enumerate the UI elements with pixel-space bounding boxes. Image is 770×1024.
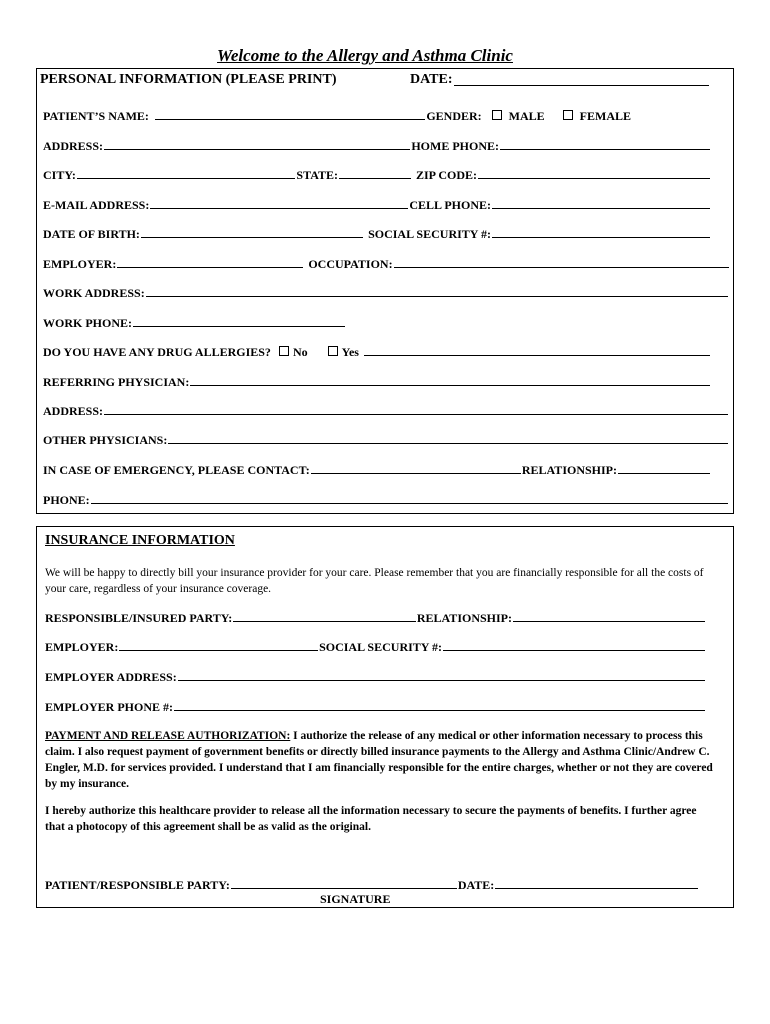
responsible-party-row: RESPONSIBLE/INSURED PARTY: RELATIONSHIP:: [45, 611, 711, 626]
other-physicians-input[interactable]: [168, 433, 728, 444]
work-address-row: WORK ADDRESS:: [43, 286, 729, 301]
employer-phone-row: EMPLOYER PHONE #:: [45, 700, 711, 715]
state-input[interactable]: [339, 168, 411, 179]
allergies-no-checkbox[interactable]: [279, 346, 289, 356]
work-phone-row: WORK PHONE:: [43, 316, 711, 331]
address-row: ADDRESS: HOME PHONE:: [43, 139, 711, 154]
allergies-yes-checkbox[interactable]: [328, 346, 338, 356]
emergency-phone-row: PHONE:: [43, 493, 729, 508]
male-checkbox[interactable]: [492, 110, 502, 120]
dob-input[interactable]: [141, 227, 363, 238]
employer-input[interactable]: [117, 257, 303, 268]
insurance-intro: We will be happy to directly bill your insurance provider for your care. Please remember that you are financially responsible for all the costs of your care, regardless of your insurance coverage.: [45, 567, 704, 595]
emergency-contact-row: IN CASE OF EMERGENCY, PLEASE CONTACT: RELATIONSHIP:: [43, 463, 711, 478]
emergency-relationship-input[interactable]: [618, 463, 710, 474]
employer-phone-input[interactable]: [174, 700, 705, 711]
dob-row: DATE OF BIRTH: SOCIAL SECURITY #:: [43, 227, 711, 242]
work-phone-input[interactable]: [133, 316, 345, 327]
patient-name-input[interactable]: [155, 109, 425, 120]
payment-authorization-text: I authorize the release of any medical or other information necessary to process this claim. I also request payment of government benefits or directly billed insurance payments to the Allergy and Asthma Clinic/Andrew C. Engler, M.D. for services provided. I understand that I am financially responsible for the entire charges, whether or not they are covered by my insurance.: [45, 730, 713, 790]
other-physicians-row: OTHER PHYSICIANS:: [43, 433, 729, 448]
signature-row: PATIENT/RESPONSIBLE PARTY: DATE:: [45, 878, 699, 893]
insurance-header: INSURANCE INFORMATION: [45, 533, 235, 548]
responsible-party-input[interactable]: [233, 611, 416, 622]
employer-address-input[interactable]: [178, 670, 705, 681]
payment-authorization-heading: PAYMENT AND RELEASE AUTHORIZATION:: [45, 730, 291, 742]
work-address-input[interactable]: [146, 286, 728, 297]
referring-physician-row: REFERRING PHYSICIAN:: [43, 375, 711, 390]
allergies-detail-input[interactable]: [364, 345, 710, 356]
email-input[interactable]: [150, 198, 408, 209]
referring-physician-input[interactable]: [190, 375, 710, 386]
cell-phone-input[interactable]: [492, 198, 710, 209]
physician-address-input[interactable]: [104, 404, 728, 415]
address-input[interactable]: [104, 139, 410, 150]
date-field[interactable]: DATE:: [410, 72, 710, 88]
city-row: CITY: STATE: ZIP CODE:: [43, 168, 711, 183]
patient-name-row: PATIENT’S NAME: GENDER: MALE FEMALE: [43, 109, 631, 123]
signature-date-input[interactable]: [495, 878, 698, 889]
zip-input[interactable]: [478, 168, 710, 179]
signature-label: SIGNATURE: [320, 892, 391, 906]
release-authorization: I hereby authorize this healthcare provider to release all the information necessary to secure the payments of benefits. I further agree that a photocopy of this agreement shall be as valid as the original.: [45, 805, 697, 833]
drug-allergies-row: DO YOU HAVE ANY DRUG ALLERGIES? No Yes: [43, 345, 711, 360]
insured-employer-row: EMPLOYER: SOCIAL SECURITY #:: [45, 640, 711, 655]
insured-relationship-input[interactable]: [513, 611, 705, 622]
occupation-input[interactable]: [394, 257, 729, 268]
physician-address-row: ADDRESS:: [43, 404, 729, 419]
city-input[interactable]: [77, 168, 296, 179]
payment-authorization: [45, 728, 713, 792]
signature-input[interactable]: [231, 878, 457, 889]
emergency-contact-input[interactable]: [311, 463, 521, 474]
personal-info-header: PERSONAL INFORMATION (PLEASE PRINT): [40, 72, 337, 87]
insurance-information-section: [36, 526, 734, 908]
insured-ssn-input[interactable]: [443, 640, 705, 651]
employer-address-row: EMPLOYER ADDRESS:: [45, 670, 711, 685]
employer-row: EMPLOYER: OCCUPATION:: [43, 257, 711, 272]
ssn-input[interactable]: [492, 227, 710, 238]
email-row: E-MAIL ADDRESS: CELL PHONE:: [43, 198, 711, 213]
form-title: Welcome to the Allergy and Asthma Clinic: [217, 46, 513, 65]
emergency-phone-input[interactable]: [91, 493, 728, 504]
personal-information-section: [36, 68, 734, 514]
insured-employer-input[interactable]: [119, 640, 318, 651]
home-phone-input[interactable]: [500, 139, 710, 150]
female-checkbox[interactable]: [563, 110, 573, 120]
